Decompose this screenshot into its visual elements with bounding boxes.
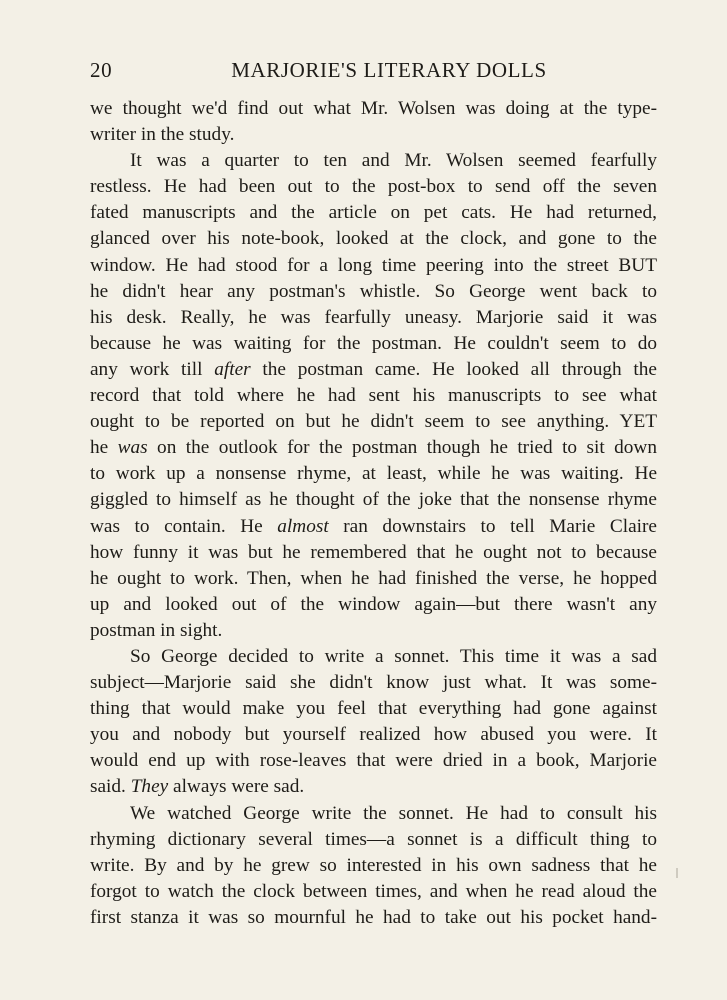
text-line: you and nobody but yourself realized how abused you were. It [90,724,657,746]
text-line: record that told where he had sent his manuscripts to see what [90,385,657,407]
text-line: giggled to himself as he thought of the joke that the nonsense rhyme [90,489,657,511]
text-line: he didn't hear any postman's whistle. So George went back to [90,280,657,302]
text-line: We watched George write the sonnet. He had to consult his [130,802,657,824]
text-line: forgot to watch the clock between times, and when he read aloud the [90,880,657,902]
running-title: MARJORIE'S LITERARY DOLLS [231,58,547,82]
text-line: writer in the study. [90,124,235,146]
text-line: rhyming dictionary several times—a sonnet is a difficult thing to [90,828,657,850]
text-line: first stanza it was so mournful he had to take out his pocket hand- [90,906,657,928]
text-line: how funny it was but he remembered that he ought not to because [90,541,657,563]
text-line: So George decided to write a sonnet. This time it was a sad [130,645,657,667]
text-line: would end up with rose-leaves that were dried in a book, Marjorie [90,750,657,772]
text-line: fated manuscripts and the article on pet cats. He had returned, [90,202,657,224]
text-line: he ought to work. Then, when he had finished the verse, he hopped [90,567,657,589]
text-line: any work till after the postman came. He looked all through the [90,358,657,380]
text-line: to work up a nonsense rhyme, at least, while he was waiting. He [90,463,657,485]
text-line: thing that would make you feel that everything had gone against [90,698,657,720]
page-number: 20 [90,58,113,82]
text-line: glanced over his note-book, looked at the clock, and gone to the [90,228,657,250]
paper-speck [676,868,678,878]
text-line: window. He had stood for a long time peering into the street BUT [90,254,657,276]
emphasis: was [117,437,148,459]
text-line: was to contain. He almost ran downstairs to tell Marie Claire [90,515,657,537]
emphasis: after [214,358,251,380]
emphasis: almost [277,515,329,537]
text-line: write. By and by he grew so interested in his own sadness that he [90,854,657,876]
text-line: ought to be reported on but he didn't seem to see anything. YET [90,411,657,433]
text-line: postman in sight. [90,619,223,641]
text-line: he was on the outlook for the postman though he tried to sit down [90,437,657,459]
emphasis: They [130,776,169,798]
text-line: his desk. Really, he was fearfully uneasy. Marjorie said it was [90,306,657,328]
text-line: restless. He had been out to the post-box to send off the seven [90,176,657,198]
page-header [90,58,658,88]
text-line: up and looked out of the window again—but there wasn't any [90,593,657,615]
body-text [90,96,657,931]
text-line: because he was waiting for the postman. He couldn't seem to do [90,332,657,354]
text-line: subject—Marjorie said she didn't know just what. It was some- [90,672,657,694]
text-line: said. They always were sad. [90,776,305,798]
text-line: we thought we'd find out what Mr. Wolsen was doing at the type- [90,98,657,119]
text-line: It was a quarter to ten and Mr. Wolsen seemed fearfully [130,150,657,172]
